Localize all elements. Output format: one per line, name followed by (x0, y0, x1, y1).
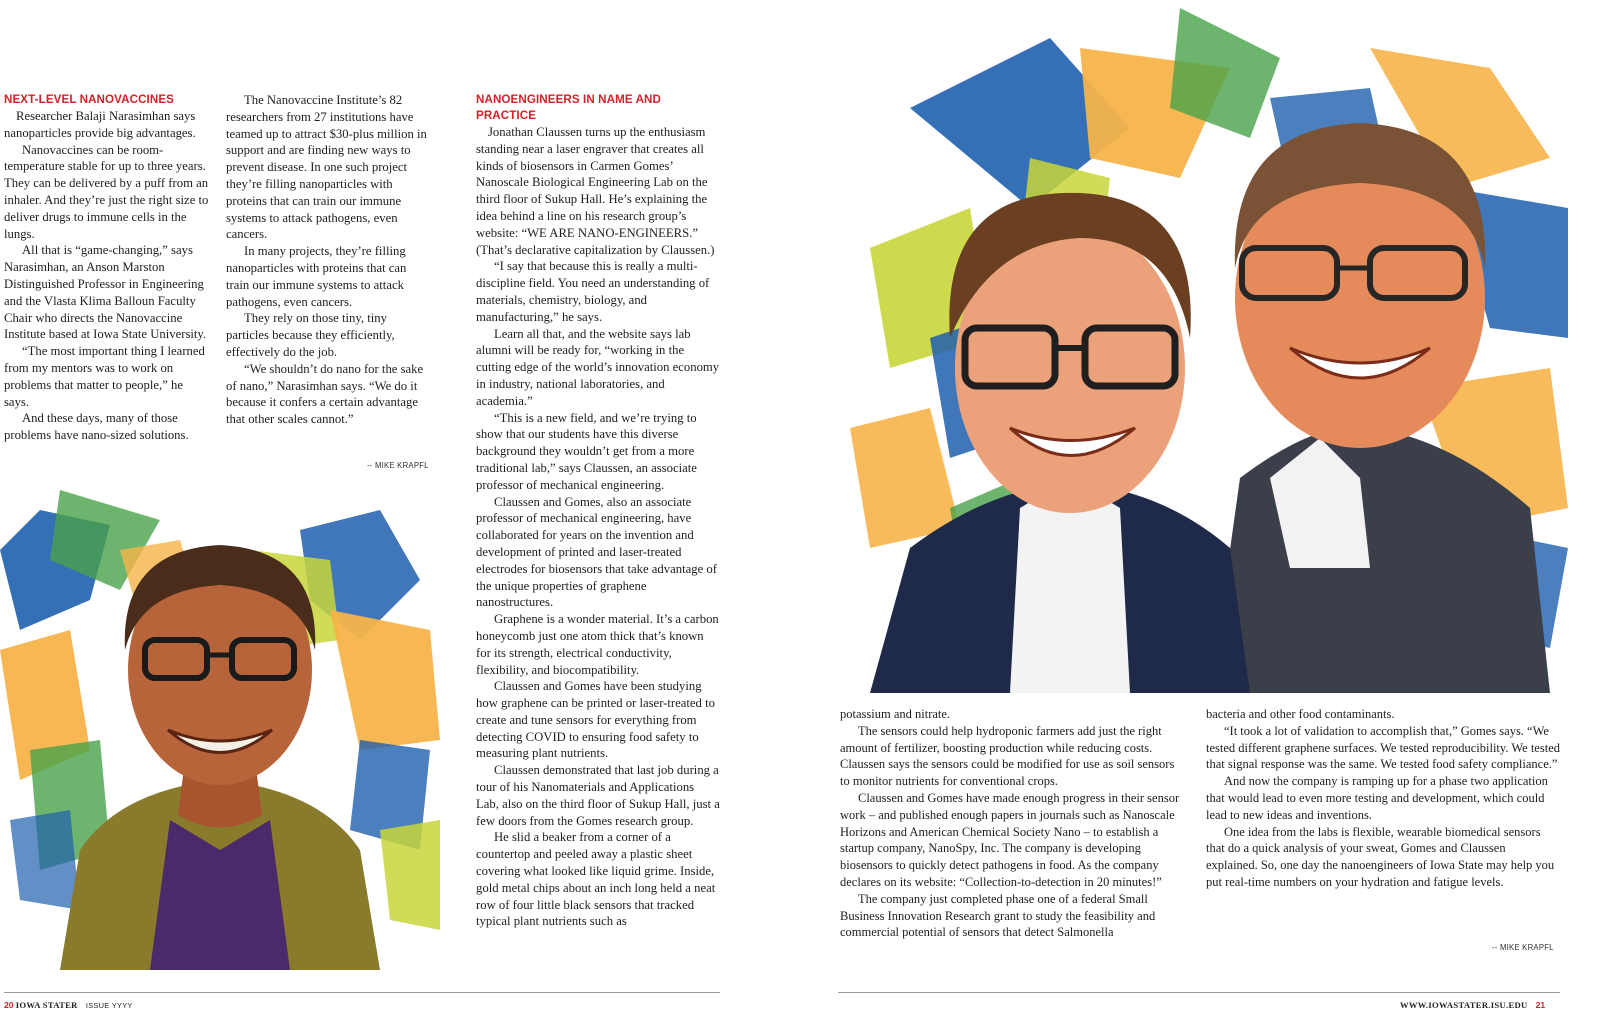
paragraph: bacteria and other food contaminants. (1206, 707, 1395, 721)
paragraph: All that is “game-changing,” says Narasimhan, an Anson Marston Distinguished Professor in Engineering and the Vlasta Klima Balloun Faculty Chair who directs the Nanovaccine Institute based at Iowa State University. (4, 243, 207, 342)
paragraph: Claussen demonstrated that last job during a tour of his Nanomaterials and Applications Lab, also on the third floor of Sukup Hall, just a few doors from the Gomes research group. (476, 763, 720, 828)
masthead: IOWA STATER (15, 1000, 78, 1010)
page-number-left: 20 (4, 1000, 14, 1010)
paragraph: He slid a beaker from a corner of a countertop and peeled away a plastic sheet covering what looked like liquid grime. Inside, gold metal chips about an inch long held a neat row of four little black sensors that tracked typical plant nutrients such as (476, 830, 716, 929)
paragraph: The Nanovaccine Institute’s 82 researchers from 27 institutions have teamed up to attract $30-plus million in support and are finding new ways to prevent disease. In one such project they’re filling nanoparticles with proteins that can train our immune systems to attack pathogens, even cancers. (226, 93, 427, 242)
footer-rule-right (838, 992, 1560, 993)
byline-2: -- MIKE KRAPFL (1492, 943, 1554, 952)
paragraph: Nanovaccines can be room-temperature stable for up to three years. They can be delivered by a puff from an inhaler. And they’re just the right size to deliver drugs to immune cells in the lungs. (4, 142, 209, 241)
paragraph: One idea from the labs is flexible, wearable biomedical sensors that do a quick analysis of your sweat, Gomes and Claussen explained. So, one day the nanoengineers of Iowa State may help you put real-time numbers on your hydration and fatigue levels. (1206, 824, 1555, 889)
paragraph: Learn all that, and the website says lab alumni will be ready for, “working in the cutting edge of the world’s innovation economy in industry, national laboratories, and academia.” (476, 326, 720, 408)
column-4 (840, 706, 1186, 941)
column-1 (4, 92, 210, 444)
paragraph: They rely on those tiny, tiny particles because they efficiently, effectively do the job. (226, 311, 395, 359)
paragraph: Claussen and Gomes have made enough progress in their sensor work – and published enough papers in journals such as Nanoscale Horizons and American Chemical Society Nano – to establish a startup company, NanoSpy, Inc. The company is developing biosensors to quickly detect pathogens in food. As the company declares on its website: “Collection-to-detection in 20 minutes!” (840, 790, 1180, 889)
paragraph: The sensors could help hydroponic farmers add just the right amount of fertilizer, boosting production while reducing costs. Claussen says the sensors could be modified for use as soil sensors to monitor nutrients for conventional crops. (840, 723, 1175, 789)
paragraph: And these days, many of those problems have nano-sized solutions. (4, 411, 189, 443)
footer-left (4, 1000, 133, 1011)
column-2 (226, 92, 431, 428)
paragraph: “The most important thing I learned from my mentors was to work on problems that matter to people,” he says. (4, 344, 205, 409)
paragraph: “I say that because this is really a multi-discipline field. You need an understanding of materials, chemistry, biology, and manufacturing,” he says. (476, 259, 710, 324)
column-3 (476, 92, 720, 930)
paragraph: Jonathan Claussen turns up the enthusiasm standing near a laser engraver that creates all kinds of biosensors in Carmen Gomes’ Nanoscale Biological Engineering Lab on the third floor of Sukup Hall. He’s explaining the idea behind a line on his research group’s website: “WE ARE NANO-ENGINEERS.” (That’s declarative capitalization by Claussen.) (476, 125, 715, 257)
paragraph: “We shouldn’t do nano for the sake of nano,” Narasimhan says. “We do it because it confers a certain advantage that other scales cannot.” (226, 361, 424, 427)
website-url[interactable]: WWW.IOWASTATER.ISU.EDU (1400, 1000, 1528, 1010)
section-heading-nanovaccines: NEXT-LEVEL NANOVACCINES (4, 93, 175, 106)
portrait-illustration-narasimhan (0, 490, 440, 970)
paragraph: “It took a lot of validation to accomplish that,” Gomes says. “We tested different graphene surfaces. We tested reproducibility. We tested that signal response was the same. We tested food safety compliance.” (1206, 723, 1560, 772)
paragraph: Claussen and Gomes, also an associate professor of mechanical engineering, have collaborated for years on the invention and development of printed and laser-treated electrodes for biosensors that take advantage of the unique properties of graphene nanostructures. (476, 494, 717, 610)
paragraph: Claussen and Gomes have been studying how graphene can be printed or laser-treated to create and tune sensors for everything from detecting COVID to ensuring food safety to measuring plant nutrients. (476, 679, 715, 761)
paragraph: And now the company is ramping up for a phase two application that would lead to even more testing and development, which could lead to new ideas and inventions. (1206, 774, 1548, 822)
byline-1: -- MIKE KRAPFL (367, 461, 429, 470)
paragraph: “This is a new field, and we’re trying to show that our students have this diverse background they wouldn’t get from a more traditional lab,” says Claussen, an associate professor of mechanical engineering. (476, 410, 697, 492)
issue-label: ISSUE YYYY (85, 1001, 133, 1010)
footer-right (1400, 1000, 1545, 1010)
page-number-right: 21 (1535, 1000, 1546, 1010)
portrait-illustration-gomes-claussen (850, 8, 1568, 693)
paragraph: Graphene is a wonder material. It’s a carbon honeycomb just one atom thick that’s known for its strength, electrical conductivity, flexibility, and biocompatibility. (476, 612, 719, 677)
paragraph: The company just completed phase one of a federal Small Business Innovation Research grant to study the feasibility and commercial potential of sensors that detect Salmonella (840, 891, 1156, 940)
paragraph: In many projects, they’re filling nanoparticles with proteins that can train our immune systems to attack pathogens, even cancers. (226, 244, 407, 309)
section-heading-nanoengineers: NANOENGINEERS IN NAME AND PRACTICE (476, 93, 662, 122)
paragraph: Researcher Balaji Narasimhan says nanoparticles provide big advantages. (4, 109, 196, 140)
column-5 (1206, 706, 1560, 891)
footer-rule-left (4, 992, 720, 993)
paragraph: potassium and nitrate. (840, 707, 951, 721)
